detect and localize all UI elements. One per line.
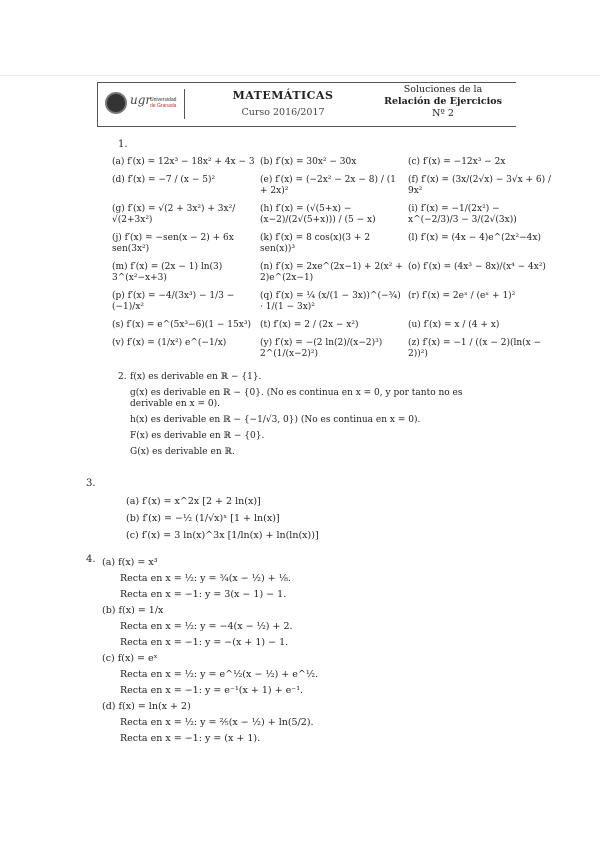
derivative-answer: (h) f′(x) = (√(5+x) − (x−2)/(2√(5+x))) / (5 − x) [260, 204, 376, 225]
university-name [150, 97, 176, 109]
exercise-4 [86, 554, 526, 749]
derivative-answer: (k) f′(x) = 8 cos(x)(3 + 2 sen(x))³ [260, 233, 371, 254]
derivative-answer: (p) f′(x) = −4/(3x³) − 1/3 − (−1)/x² [112, 291, 235, 312]
derivative-answer: (l) f′(x) = (4x − 4)e^(2x²−4x) [408, 233, 541, 243]
tangent-line: Recta en x = ½: y = ¾(x − ½) + ⅛. [120, 573, 291, 584]
function-definition: (c) f(x) = eˣ [102, 653, 158, 664]
derivability-statement: G(x) es derivable en ℝ. [130, 447, 235, 457]
university-seal-icon [105, 92, 127, 114]
tangent-line: Recta en x = −1: y = 3(x − 1) − 1. [120, 589, 287, 600]
exercise-2-lines [130, 372, 500, 463]
header-right-line1: Soluciones de la [403, 84, 483, 95]
derivative-answer: (d) f′(x) = −7 / (x − 5)² [112, 175, 216, 185]
derivative-answer: (i) f′(x) = −1/(2x²) − x^(−2/3)/3 − 3/(2√(3x)) [408, 204, 517, 225]
derivability-statement: g(x) es derivable en ℝ − {0}. (No es continua en x = 0, y por tanto no es derivable en x = 0). [130, 388, 463, 409]
exercise-1-number: 1. [118, 139, 128, 150]
document-title: MATEMÁTICAS [232, 89, 334, 102]
derivative-answer: (s) f′(x) = e^(5x³−6)(1 − 15x³) [112, 320, 251, 330]
derivative-answer: (c) f′(x) = −12x³ − 2x [408, 157, 506, 167]
document-header [97, 82, 516, 127]
logo-text: ugr [130, 93, 152, 107]
derivative-answer: (u) f′(x) = x / (4 + x) [408, 320, 500, 330]
header-right [373, 84, 513, 120]
derivative-answer: (n) f′(x) = 2xe^(2x−1) + 2(x² + 2)e^(2x−1) [260, 262, 403, 283]
university-line1: Universidad [150, 97, 177, 103]
derivability-statement: h(x) es derivable en ℝ − {−1/√3, 0}) (No es continua en x = 0). [130, 415, 421, 425]
tangent-line: Recta en x = ½: y = e^½(x − ½) + e^½. [120, 669, 319, 680]
derivative-answer: (y) f′(x) = −(2 ln(2)/(x−2)³) 2^(1/(x−2)²) [260, 338, 383, 359]
derivability-statement: F(x) es derivable en ℝ − {0}. [130, 431, 265, 441]
exercise-1-answers [112, 157, 552, 360]
derivative-answer: (e) f′(x) = (−2x² − 2x − 8) / (1 + 2x)² [260, 175, 396, 196]
exercise-4-lines [102, 554, 318, 749]
function-definition: (b) f(x) = 1/x [102, 605, 164, 616]
derivative-answer: (c) f′(x) = 3 ln(x)^3x [1/ln(x) + ln(ln(x))] [126, 530, 319, 541]
tangent-line: Recta en x = −1: y = e⁻¹(x + 1) + e⁻¹. [120, 685, 304, 696]
exercise-2 [118, 372, 526, 463]
derivative-answer: (v) f′(x) = (1/x²) e^(−1/x) [112, 338, 227, 348]
exercise-4-number: 4. [86, 554, 96, 565]
derivative-answer: (a) f′(x) = x^2x [2 + 2 ln(x)] [126, 496, 261, 507]
derivative-answer: (r) f′(x) = 2eˣ / (eˣ + 1)² [408, 291, 516, 301]
exercise-3-answers [126, 496, 526, 542]
exercise-3-number: 3. [86, 478, 96, 489]
page-top-edge [0, 75, 600, 76]
derivative-answer: (a) f′(x) = 12x³ − 18x² + 4x − 3 [112, 157, 255, 167]
tangent-line: Recta en x = −1: y = −(x + 1) − 1. [120, 637, 289, 648]
tangent-line: Recta en x = ½: y = ⅖(x − ½) + ln(5/2). [120, 717, 314, 728]
function-definition: (d) f(x) = ln(x + 2) [102, 701, 191, 712]
document-body [86, 138, 552, 749]
header-right-line2: Relación de Ejercicios [384, 96, 502, 107]
derivative-answer: (b) f′(x) = 30x² − 30x [260, 157, 357, 167]
derivative-answer: (z) f′(x) = −1 / ((x − 2)(ln(x − 2))²) [408, 338, 542, 359]
university-logo [102, 89, 185, 119]
tangent-line: Recta en x = ½: y = −4(x − ½) + 2. [120, 621, 293, 632]
derivative-answer: (f) f′(x) = (3x/(2√x) − 3√x + 6) / 9x² [408, 175, 552, 196]
derivability-statement: f(x) es derivable en ℝ − {1}. [130, 372, 262, 382]
course-year: Curso 2016/2017 [241, 107, 325, 118]
derivative-answer: (m) f′(x) = (2x − 1) ln(3) 3^(x²−x+3) [112, 262, 223, 283]
derivative-answer: (j) f′(x) = −sen(x − 2) + 6x sen(3x²) [112, 233, 234, 254]
derivative-answer: (t) f′(x) = 2 / (2x − x²) [260, 320, 359, 330]
function-definition: (a) f(x) = x³ [102, 557, 158, 568]
university-line2: de Granada [150, 103, 177, 109]
derivative-answer: (q) f′(x) = ¼ (x/(1 − 3x))^(−¾) · 1/(1 − 3x)² [260, 291, 401, 312]
derivative-answer: (g) f′(x) = √(2 + 3x²) + 3x²/√(2+3x²) [112, 204, 236, 225]
relation-number: Nº 2 [432, 108, 454, 119]
exercise-2-number: 2. [118, 372, 127, 382]
derivative-answer: (b) f′(x) = −½ (1/√x)ˣ [1 + ln(x)] [126, 513, 280, 524]
tangent-line: Recta en x = −1: y = (x + 1). [120, 733, 261, 744]
derivative-answer: (o) f′(x) = (4x³ − 8x)/(x⁴ − 4x²) [408, 262, 546, 272]
